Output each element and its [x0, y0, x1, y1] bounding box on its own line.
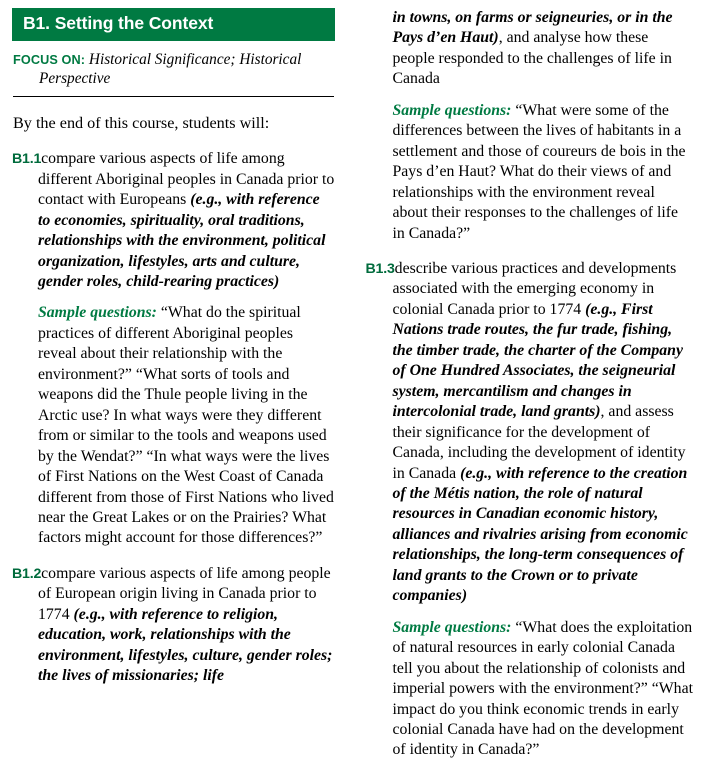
expectation-b1-2-continuation: [393, 8, 694, 90]
expectation-lead-text: compare various aspects of life among people of European origin living in Canada prior to 1774: [38, 565, 331, 623]
section-divider: [13, 96, 334, 97]
continuation-tail-text: , and analyse how these people responded to the challenges of life in Canada: [393, 29, 672, 87]
expectation-b1-3: [366, 259, 694, 607]
expectation-examples-secondary: (e.g., with reference to the creation of the Métis nation, the role of natural resources in Canadian economic history, alliances and rivalries arising from economic relationships, the long-term consequences of land grants to the Crown or to private companies): [393, 465, 688, 605]
expectation-code: B1.1: [12, 151, 41, 167]
expectation-lead-text: compare various aspects of life among different Aboriginal peoples in Canada prior to contact with Europeans: [38, 150, 334, 208]
expectation-examples: (e.g., with reference to economies, spirituality, oral traditions, relationships with the environment, political organization, lifestyles, arts and culture, gender roles, child-rearing practices): [38, 191, 325, 290]
left-column: [0, 0, 352, 613]
expectation-code: B1.3: [366, 261, 395, 277]
expectation-lead-text: describe various practices and developments associated with the emerging economy in colonial Canada prior to 1774: [393, 260, 677, 318]
sample-questions-text: “What were some of the differences between the lives of habitants in a settlement and those of coureurs de bois in the Pays d’en Haut? What do their views of and relationships with the environment reveal about their responses to the challenges of life in Canada?”: [393, 102, 686, 242]
expectation-examples: (e.g., with reference to religion, education, work, relationships with the environment, lifestyles, culture, gender roles; the lives of missionaries; life: [38, 606, 332, 684]
intro-text: By the end of this course, students will:: [13, 113, 335, 134]
sample-questions-b1-1: [38, 303, 335, 548]
continuation-examples: in towns, on farms or seigneuries, or in the Pays d’en Haut): [393, 9, 673, 46]
focus-on-value: Historical Significance; Historical Perspective: [39, 51, 301, 88]
sample-questions-text: “What do the spiritual practices of different Aboriginal peoples reveal about their relationship with the environment?” “What sorts of tools and weapons did the Thule people living in the Arctic use? In what ways were they different from or similar to the tools and weapons used by the Wendat?” “In what ways were the lives of First Nations on the West Coast of Canada different from those of First Nations who lived near the Great Lakes or on the Prairies? What factors might account for those differences?”: [38, 304, 334, 546]
focus-on-label: FOCUS ON:: [13, 53, 85, 67]
expectation-tail-text: , and assess their significance for the development of Canada, including the development of identity in Canada: [393, 403, 686, 481]
sample-questions-text: “What does the exploitation of natural resources in early colonial Canada tell you about the relationship of colonists and imperial powers with the environment?” “What impact do you think economic trends in early colonial Canada have had on the development of identity in Canada?”: [393, 619, 693, 759]
expectation-examples: (e.g., First Nations trade routes, the fur trade, fishing, the timber trade, the charter of the Company of One Hundred Associates, the seigneurial system, mercantilism and changes in intercolonial trade, land grants): [393, 301, 683, 420]
expectation-b1-1: [12, 149, 335, 292]
sample-questions-label: Sample questions:: [38, 304, 157, 321]
expectation-code: B1.2: [12, 566, 41, 582]
sample-questions-b1-2: [393, 101, 694, 244]
sample-questions-label: Sample questions:: [393, 619, 512, 636]
sample-questions-b1-3: [393, 618, 694, 761]
right-column: [352, 0, 703, 613]
focus-on-line: [13, 50, 335, 90]
expectation-b1-2: [12, 564, 335, 687]
strand-heading-bar: B1. Setting the Context: [12, 8, 335, 41]
sample-questions-label: Sample questions:: [393, 102, 512, 119]
